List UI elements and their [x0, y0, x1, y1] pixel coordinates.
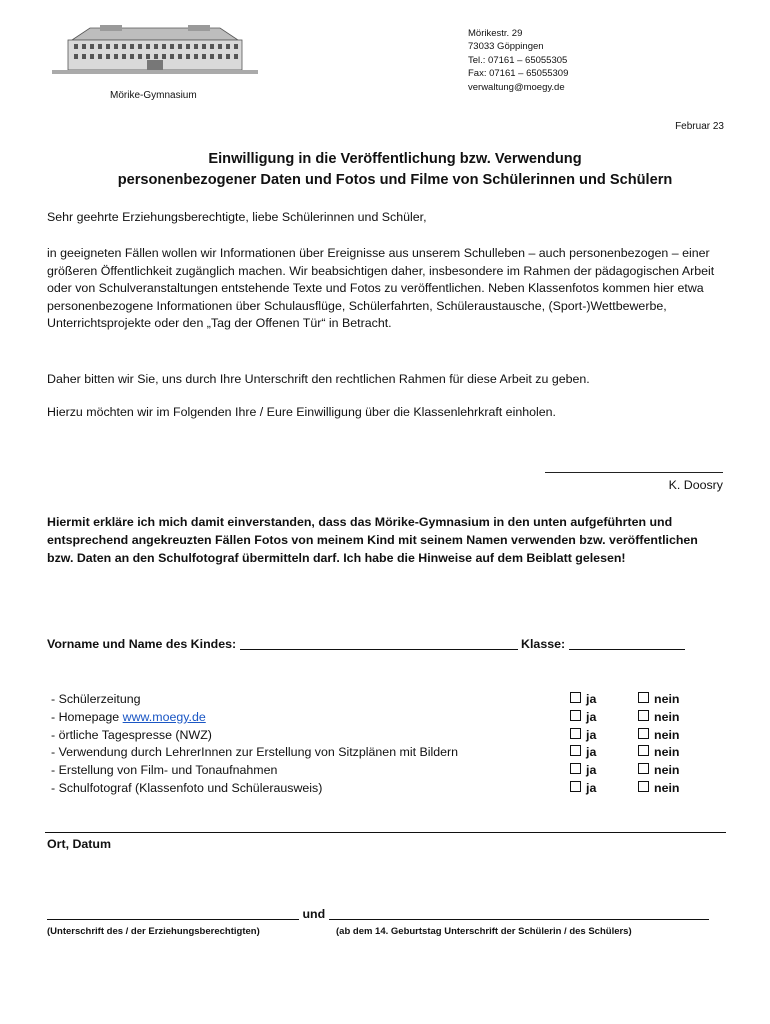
- no-checkbox[interactable]: nein: [638, 762, 679, 780]
- yes-checkbox[interactable]: ja: [570, 709, 596, 727]
- title-line-2: personenbezogener Daten und Fotos und Filme von Schülerinnen und Schülern: [117, 172, 673, 188]
- parent-signature-caption: (Unterschrift des / der Erziehungsberechtigten): [47, 926, 260, 937]
- student-signature-caption: (ab dem 14. Geburtstag Unterschrift der Schülerin / des Schülers): [336, 926, 632, 937]
- option-label: - Schulfotograf (Klassenfoto und Schülerausweis): [51, 780, 323, 795]
- checkbox-icon: [570, 710, 581, 721]
- school-address: [468, 27, 568, 94]
- child-name-row: [47, 637, 685, 651]
- option-row-schulfotograf: [47, 780, 737, 798]
- signature-row: [47, 907, 709, 921]
- homepage-link[interactable]: www.moegy.de: [122, 709, 206, 724]
- no-checkbox[interactable]: nein: [638, 691, 679, 709]
- address-email: verwaltung@moegy.de: [468, 81, 565, 93]
- address-fax: Fax: 07161 – 65055309: [468, 68, 569, 80]
- address-city: 73033 Göppingen: [468, 41, 544, 53]
- checkbox-icon: [638, 710, 649, 721]
- class-field[interactable]: [569, 649, 685, 650]
- class-label: Klasse:: [521, 637, 566, 651]
- document-date: Februar 23: [675, 121, 724, 132]
- option-row-sitzplaene: [47, 744, 737, 762]
- checkbox-icon: [638, 763, 649, 774]
- checkbox-icon: [638, 781, 649, 792]
- no-checkbox[interactable]: nein: [638, 727, 679, 745]
- parent-signature-field[interactable]: [47, 919, 299, 920]
- checkbox-icon: [570, 781, 581, 792]
- child-name-label: Vorname und Name des Kindes:: [47, 637, 237, 651]
- yes-checkbox[interactable]: ja: [570, 727, 596, 745]
- checkbox-icon: [570, 763, 581, 774]
- consent-options: [47, 691, 737, 798]
- no-checkbox[interactable]: nein: [638, 709, 679, 727]
- signer-name: K. Doosry: [668, 478, 723, 492]
- option-row-tagespresse: [47, 727, 737, 745]
- yes-checkbox[interactable]: ja: [570, 780, 596, 798]
- option-label: - Erstellung von Film- und Tonaufnahmen: [51, 763, 278, 778]
- student-signature-field[interactable]: [329, 919, 709, 920]
- and-label: und: [302, 907, 326, 921]
- option-row-homepage: [47, 709, 737, 727]
- title-line-1: Einwilligung in die Veröffentlichung bzw. Verwendung: [208, 151, 582, 167]
- option-label: - Verwendung durch LehrerInnen zur Erstellung von Sitzplänen mit Bildern: [51, 745, 459, 760]
- yes-checkbox[interactable]: ja: [570, 744, 596, 762]
- option-label: - Schülerzeitung: [51, 692, 141, 706]
- option-label: - Homepage www.moegy.de: [51, 709, 206, 724]
- yes-checkbox[interactable]: ja: [570, 691, 596, 709]
- place-date-field[interactable]: [45, 832, 726, 833]
- option-row-schuelerzeitung: [47, 691, 737, 709]
- intro-paragraph: in geeigneten Fällen wollen wir Informationen über Ereignisse aus unserem Schulleben – auch personenbezogen – einer größeren Öffentlichkeit zugänglich machen. Wir beabsichtigen daher, insbesondere im Rahmen der pädagogischen Arbeit oder von Schulveranstaltungen entstehende Texte und Fotos zu veröffentlichen. Neben Klassenfotos kommen hier etwa personenbezogene Informationen über Schulausflüge, Schülerfahrten, Schüleraustausche, (Sport-)Wettbewerbe, Unterrichtsprojekte oder den „Tag der Offenen Tür“ in Betracht.: [47, 246, 715, 331]
- checkbox-icon: [638, 728, 649, 739]
- checkbox-icon: [570, 745, 581, 756]
- document-title: [40, 149, 750, 191]
- no-checkbox[interactable]: nein: [638, 780, 679, 798]
- checkbox-icon: [638, 692, 649, 703]
- consent-statement: Hiermit erkläre ich mich damit einverstanden, dass das Mörike-Gymnasium in den unten aufgeführten und entsprechend angekreuzten Fällen Fotos von meinem Kind mit seinem Namen verwenden bzw. veröffentlichen bzw. Daten an den Schulfotograf übermitteln darf. Ich habe die Hinweise auf dem Beiblatt gelesen!: [47, 515, 698, 565]
- option-row-film-ton: [47, 762, 737, 780]
- checkbox-icon: [638, 745, 649, 756]
- option-label: - örtliche Tagespresse (NWZ): [51, 727, 212, 742]
- checkbox-icon: [570, 692, 581, 703]
- request-paragraph: Daher bitten wir Sie, uns durch Ihre Unterschrift den rechtlichen Rahmen für diese Arbeit zu geben.: [47, 372, 590, 386]
- school-building-icon: [52, 24, 258, 78]
- checkbox-icon: [570, 728, 581, 739]
- address-street: Mörikestr. 29: [468, 28, 523, 39]
- consent-request-paragraph: Hierzu möchten wir im Folgenden Ihre / Eure Einwilligung über die Klassenlehrkraft einholen.: [47, 405, 556, 419]
- signature-line: [545, 472, 723, 473]
- logo-caption: Mörike-Gymnasium: [110, 90, 197, 101]
- place-date-label: Ort, Datum: [47, 837, 112, 851]
- child-name-field[interactable]: [240, 649, 518, 650]
- salutation: Sehr geehrte Erziehungsberechtigte, liebe Schülerinnen und Schüler,: [47, 210, 427, 224]
- address-phone: Tel.: 07161 – 65055305: [468, 54, 568, 66]
- no-checkbox[interactable]: nein: [638, 744, 679, 762]
- yes-checkbox[interactable]: ja: [570, 762, 596, 780]
